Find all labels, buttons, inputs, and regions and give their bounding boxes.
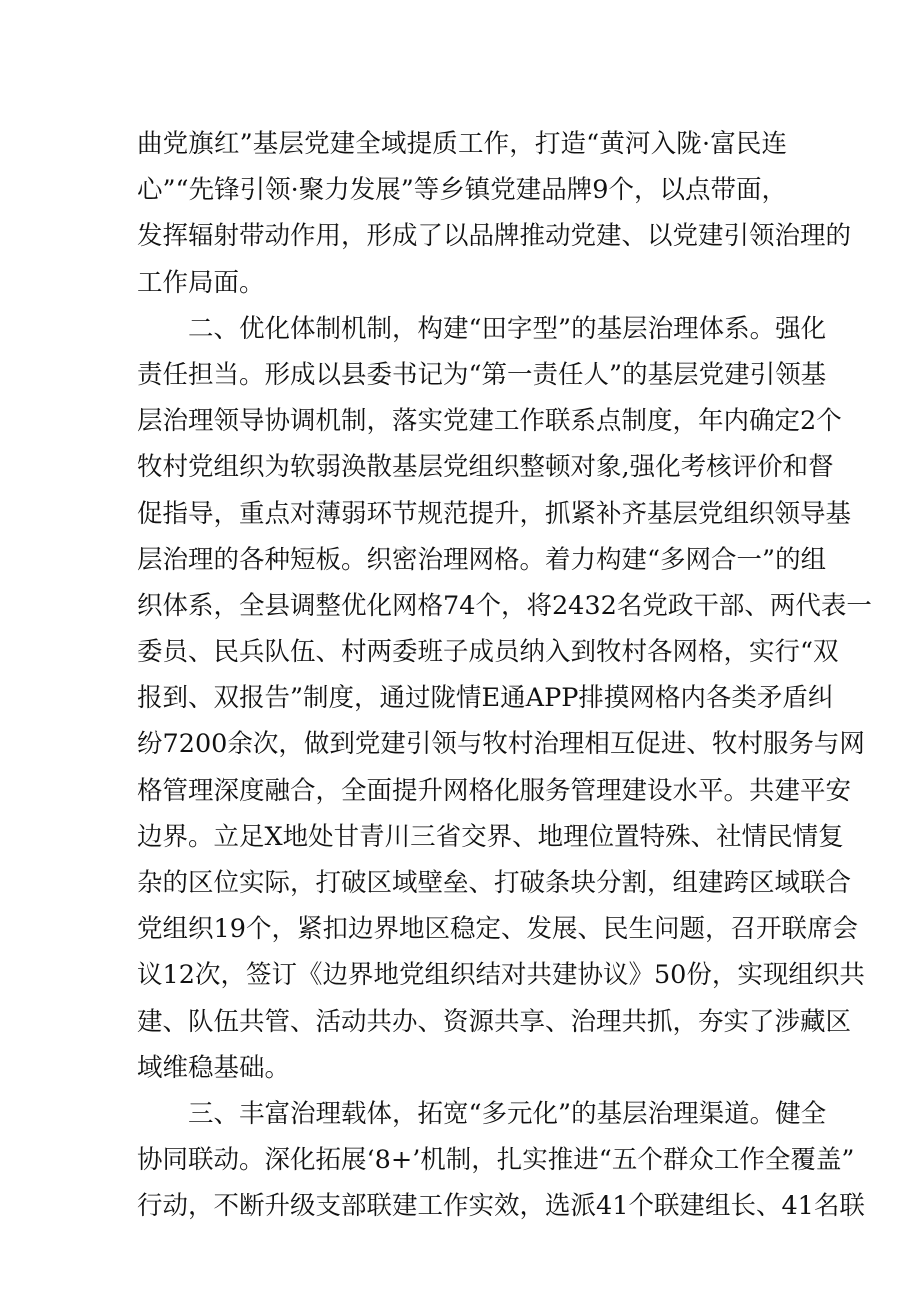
- text-line: 二、优化体制机制，构建“田字型”的基层治理体系。强化: [188, 313, 827, 344]
- text-line: 层治理的各种短板。织密治理网格。着力构建“多网合一”的组: [137, 544, 827, 575]
- text-line: 域维稳基础。: [137, 1052, 291, 1083]
- text-line: 协同联动。深化拓展‘8+’机制，扎实推进“五个群众工作全覆盖”: [137, 1145, 855, 1176]
- text-line: 建、队伍共管、活动共办、资源共享、治理共抓，夯实了涉藏区: [137, 1006, 852, 1037]
- paragraph-3: [137, 1091, 865, 1230]
- text-line: 促指导，重点对薄弱环节规范提升，抓紧补齐基层党组织领导基: [137, 498, 852, 529]
- text-line: 格管理深度融合，全面提升网格化服务管理建设水平。共建平安: [137, 775, 852, 806]
- text-line: 心”“先锋引领·聚力发展”等乡镇党建品牌9个，以点带面，: [137, 175, 787, 206]
- paragraph-2: [137, 306, 872, 1091]
- text-line: 委员、民兵队伍、村两委班子成员纳入到牧村各网格，实行“双: [137, 637, 839, 668]
- text-line: 杂的区位实际，打破区域壁垒、打破条块分割，组建跨区域联合: [137, 868, 852, 898]
- document-body: [137, 121, 872, 1230]
- text-line: 党组织19个，紧扣边界地区稳定、发展、民生问题，召开联席会: [137, 914, 858, 945]
- text-line: 织体系，全县调整优化网格74个，将2432名党政干部、两代表一: [137, 590, 872, 621]
- text-line: 议12次，签订《边界地党组织结对共建协议》50份，实现组织共: [137, 960, 865, 991]
- text-line: 边界。立足X地处甘青川三省交界、地理位置特殊、社情民情复: [137, 821, 844, 852]
- text-line: 行动，不断升级支部联建工作实效，选派41个联建组长、41名联: [137, 1191, 865, 1222]
- text-line: 三、丰富治理载体，拓宽“多元化”的基层治理渠道。健全: [188, 1098, 827, 1129]
- paragraph-1: [137, 121, 852, 306]
- text-line: 曲党旗红”基层党建全域提质工作，打造“黄河入陇·富民连: [137, 129, 787, 159]
- text-line: 层治理领导协调机制，落实党建工作联系点制度，年内确定2个: [137, 406, 842, 437]
- text-line: 发挥辐射带动作用，形成了以品牌推动党建、以党建引领治理的: [137, 221, 852, 252]
- text-line: 纷7200余次，做到党建引领与牧村治理相互促进、牧村服务与网: [137, 729, 865, 760]
- text-line: 牧村党组织为软弱涣散基层党组织整顿对象,强化考核评价和督: [137, 452, 834, 483]
- text-line: 责任担当。形成以县委书记为“第一责任人”的基层党建引领基: [137, 359, 827, 390]
- text-line: 工作局面。: [137, 267, 265, 298]
- text-line: 报到、双报告”制度，通过陇情E通APP排摸网格内各类矛盾纠: [137, 683, 834, 714]
